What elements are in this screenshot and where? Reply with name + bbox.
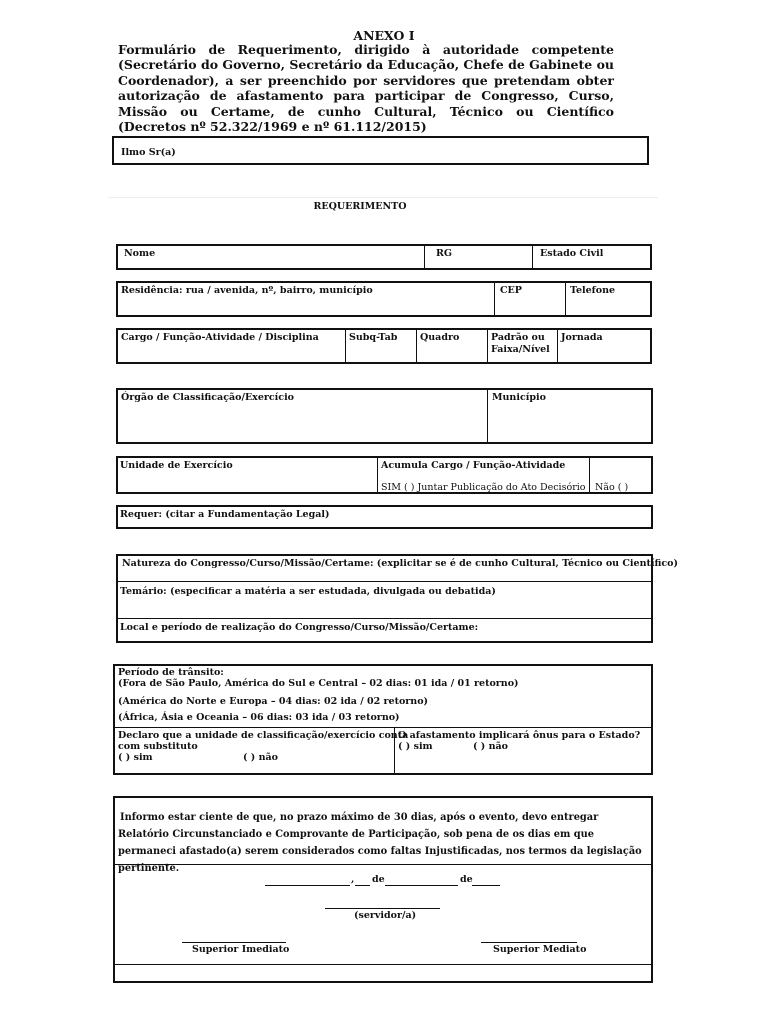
unidade-label: Unidade de Exercício xyxy=(120,460,233,471)
acumula-sim-option[interactable]: SIM ( ) Juntar Publicação do Ato Decisório xyxy=(381,482,586,493)
acumula-nao-option[interactable]: Não ( ) xyxy=(595,482,629,493)
date-month-line[interactable] xyxy=(385,885,458,886)
municipio-label: Município xyxy=(492,392,546,403)
local-label: Local e período de realização do Congresso/Curso/Missão/Certame: xyxy=(120,622,479,633)
declaro-label-2: com substituto xyxy=(118,741,198,752)
imediato-signature-line[interactable] xyxy=(182,942,286,943)
mediato-signature-line[interactable] xyxy=(481,942,577,943)
phone-label: Telefone xyxy=(570,285,616,296)
name-label: Nome xyxy=(124,248,156,259)
requer-row xyxy=(116,505,653,529)
cargo-label: Cargo / Função-Atividade / Disciplina xyxy=(121,332,319,343)
tematario-label: Temário: (especificar a matéria a ser estudada, divulgada ou debatida) xyxy=(120,586,496,597)
onus-nao-option[interactable]: ( ) não xyxy=(473,741,509,752)
date-day-line[interactable] xyxy=(355,885,370,886)
onus-label: O afastamento implicará ônus para o Estado? xyxy=(398,730,641,741)
transit-line-1: (Fora de São Paulo, América do Sul e Central – 02 dias: 01 ida / 01 retorno) xyxy=(118,678,519,689)
transit-line-2: (América do Norte e Europa – 04 dias: 02 ida / 02 retorno) xyxy=(118,696,429,707)
requer-label: Requer: (citar a Fundamentação Legal) xyxy=(120,509,330,520)
declaro-label-1: Declaro que a unidade de classificação/exercício conta xyxy=(118,730,409,741)
periodo-label: Período de trânsito: xyxy=(118,667,224,678)
addressee-label: Ilmo Sr(a) xyxy=(121,147,176,158)
annex-title: ANEXO I xyxy=(353,28,415,43)
divider xyxy=(108,197,658,198)
subq-label: Subq-Tab xyxy=(349,332,398,343)
position-row xyxy=(116,328,652,364)
civil-status-label: Estado Civil xyxy=(540,248,604,259)
onus-sim-option[interactable]: ( ) sim xyxy=(398,741,433,752)
event-details-block xyxy=(116,554,679,643)
addressee-field[interactable] xyxy=(112,136,649,165)
section-title: REQUERIMENTO xyxy=(313,201,407,212)
residence-row xyxy=(116,281,652,317)
natureza-label: Natureza do Congresso/Curso/Missão/Certame: (explicitar se é de cunho Cultural, Técnico ou Científico) xyxy=(122,558,679,569)
jornada-label: Jornada xyxy=(561,332,603,343)
residence-label: Residência: rua / avenida, nº, bairro, município xyxy=(121,285,373,296)
date-de-2: de xyxy=(460,874,473,885)
declaration-paragraph: Informo estar ciente de que, no prazo máximo de 30 dias, após o evento, devo entregar Relatório Circunstanciado e Comprovante de Participação, sob pena de os dias em que permaneci afastado(a) serem considerados como faltas Injustificadas, nos termos da legislação pertinente. xyxy=(118,812,642,874)
date-comma: , xyxy=(351,874,355,885)
agency-row xyxy=(116,388,653,444)
faixa-label: Faixa/Nível xyxy=(491,344,550,355)
servidor-signature-line[interactable] xyxy=(325,908,440,909)
identity-row xyxy=(116,244,652,270)
orgao-label: Órgão de Classificação/Exercício xyxy=(121,392,295,403)
date-year-line[interactable] xyxy=(472,885,500,886)
mediato-label: Superior Mediato xyxy=(493,944,587,955)
substitute-sim-option[interactable]: ( ) sim xyxy=(118,752,153,763)
servidor-label: (servidor/a) xyxy=(354,910,417,921)
rg-label: RG xyxy=(436,248,453,259)
intro-text: Formulário de Requerimento, dirigido à autoridade competente (Secretário do Governo, Secretário da Educação, Chefe de Gabinete ou Coordenador), a ser preenchido por servidores que pretendam obter autorização de afastamento para participar de Congresso, Curso, Missão ou Certame, de cunho Cultural, Técnico ou Científico (Decretos nº 52.322/1969 e nº 61.112/2015) xyxy=(118,42,614,135)
date-de-1: de xyxy=(372,874,385,885)
date-city-line[interactable] xyxy=(265,885,350,886)
transit-line-3: (África, Ásia e Oceania – 06 dias: 03 ida / 03 retorno) xyxy=(118,712,400,723)
quadro-label: Quadro xyxy=(420,332,460,343)
padrao-label: Padrão ou xyxy=(491,332,545,343)
acumula-label: Acumula Cargo / Função-Atividade xyxy=(381,460,566,471)
imediato-label: Superior Imediato xyxy=(192,944,290,955)
substitute-nao-option[interactable]: ( ) não xyxy=(243,752,279,763)
unit-row xyxy=(116,456,653,494)
transit-block xyxy=(113,664,653,775)
cep-label: CEP xyxy=(500,285,522,296)
